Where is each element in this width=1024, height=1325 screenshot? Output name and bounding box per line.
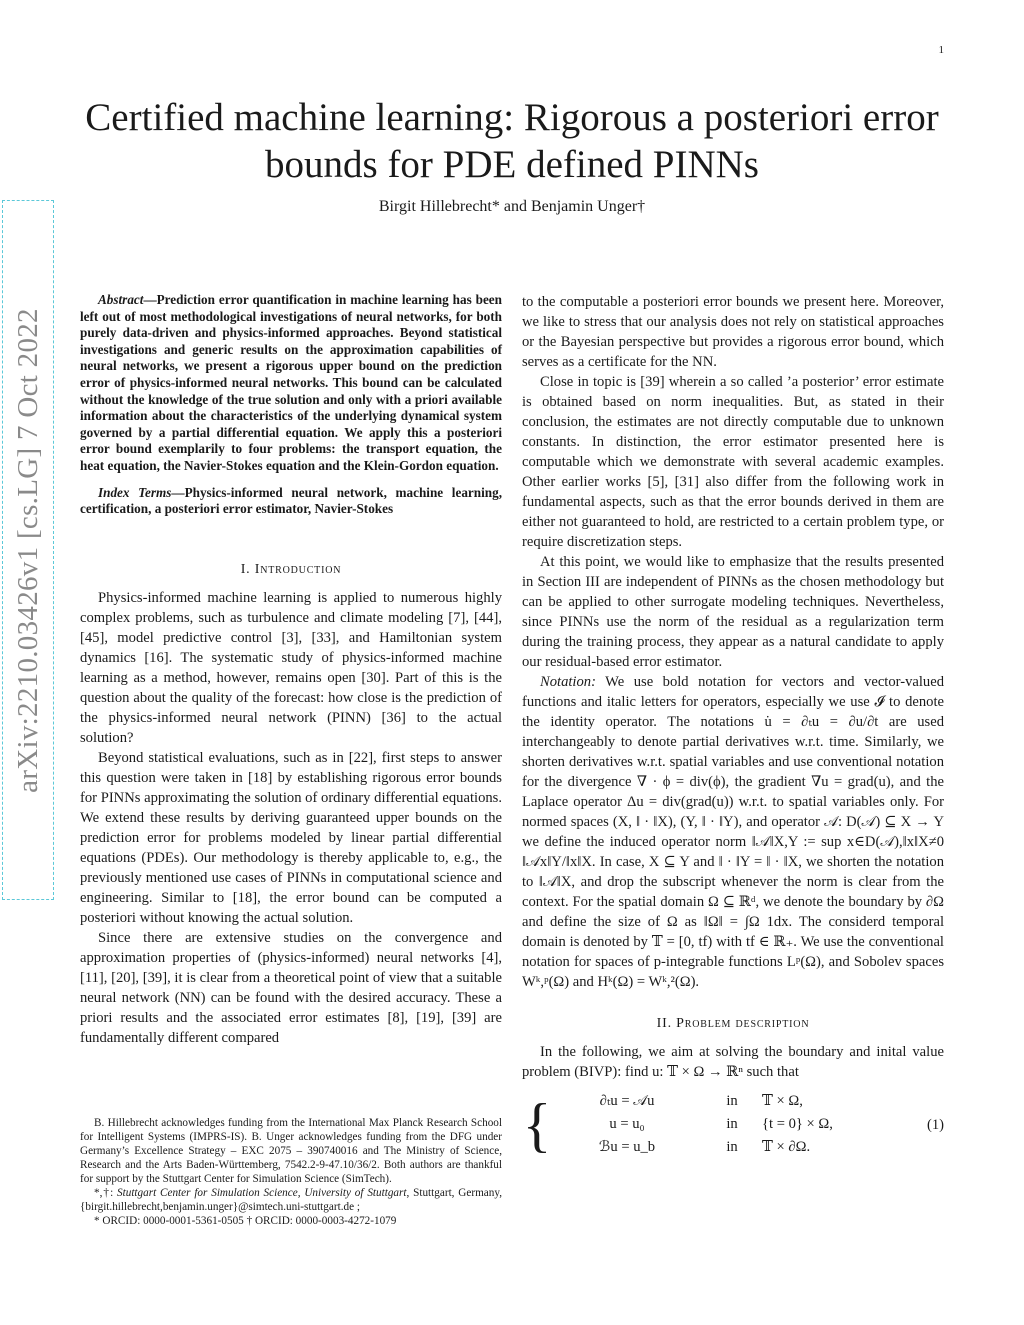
abstract-label: Abstract xyxy=(98,292,144,307)
equation-lhs: ∂ₜu = 𝒜u xyxy=(599,1093,655,1109)
equation-rhs: 𝕋 × ∂Ω. xyxy=(762,1139,811,1155)
paper-title: Certified machine learning: Rigorous a posteriori error bounds for PDE defined PINNs xyxy=(85,96,939,186)
section-heading-introduction: I. Introduction xyxy=(240,561,342,577)
equation-rows xyxy=(552,1090,914,1159)
right-column xyxy=(522,292,944,1159)
right-paragraph-1: to the computable a posteriori error bounds we present here. Moreover, we like to stress that our analysis does not rely on statistical approaches or the Bayesian perspective but provides a rigorous error bound, which serves as a certificate for the NN. xyxy=(522,294,944,370)
equation-rel: in xyxy=(726,1093,738,1109)
page-number: 1 xyxy=(938,44,944,56)
paper-authors: Birgit Hillebrecht* and Benjamin Unger† xyxy=(378,198,646,215)
arxiv-stamp xyxy=(2,200,54,900)
equation-rhs: 𝕋 × Ω, xyxy=(762,1093,803,1109)
equation-rel: in xyxy=(726,1116,738,1132)
intro-paragraph-1: Physics-informed machine learning is applied to numerous highly complex problems, such as turbulence and climate modeling [7], [44], [45], model predictive control [3], [33], and Hamiltonian system dynamics [16]. The systematic study of physics-informed machine learning as a method, however, remains open [30]. Part of this is the question about the quality of the forecast: how close is the prediction of the physics-informed neural network (PINN) [36] to the actual solution? xyxy=(80,589,502,746)
section-heading-problem-description: II. Problem description xyxy=(656,1016,810,1031)
abstract-text: —Prediction error quantification in machine learning has been left out of most methodological investigations of neural networks, for both purely data-driven and physics-informed approaches. Beyond statistical investigations and generic results on the approximation capabilities of neural networks, we present a rigorous upper bound on the prediction error of physics-informed neural networks. This bound can be calculated without the knowledge of the true solution and only with a priori available information about the characteristics of the underlying dynamical system governed by a partial differential equation. We apply this a posteriori error bound exemplarily to four problems: the transport equation, the heat equation, the Navier-Stokes equation and the Klein-Gordon equation. xyxy=(80,292,502,473)
equation-number: (1) xyxy=(926,1116,944,1133)
footnotes xyxy=(80,1116,502,1228)
footnote-affiliation xyxy=(80,1186,502,1214)
abstract xyxy=(80,292,502,475)
notation-label: Notation: xyxy=(540,674,596,690)
equation-row xyxy=(552,1113,914,1136)
footnote-funding: B. Hillebrecht acknowledges funding from the International Max Planck Research School for Intelligent Systems (IMPRS-IS). B. Unger acknowledges funding from the DFG under Germany’s Excellence Strategy – EXC 2075 – 390740016 and The Ministry of Science, Research and the Arts Baden-Württemberg, 7542.2-9-47.10/36/2. Both authors are thankful for support by the Stuttgart Center for Simulation Science (SimTech). xyxy=(80,1117,502,1185)
equation-lhs: ℬu = u_b xyxy=(598,1139,656,1155)
index-terms-text: —Physics-informed neural network, machine learning, certification, a posteriori error estimator, Navier-Stokes xyxy=(80,484,502,517)
equation-rel: in xyxy=(726,1139,738,1155)
notation-text: We use bold notation for vectors and vector-valued functions and italic letters for operators, especially we use 𝓘 to denote the identity operator. The notations u̇ = ∂ₜu = ∂u/∂t are used interchangeably to denote partial derivatives w.r.t. time. Similarly, we shorten derivatives w.r.t. spatial variables and use conventional notation for the divergence ∇ · ϕ = div(ϕ), the gradient ∇u = grad(u), and the Laplace operator Δu = div(grad(u)) w.r.t. to spatial variables only. For normed spaces (X, ‖ · ‖X), (Y, ‖ · ‖Y), and operator 𝒜: D(𝒜) ⊆ X → Y we define the induced operator norm ‖𝒜‖X,Y := sup x∈D(𝒜),‖x‖X≠0 ‖𝒜x‖Y/‖x‖X. In case, X ⊆ Y and ‖ · ‖Y = ‖ · ‖X, we shorten the notation to ‖𝒜‖X, and drop the subscript whenever the norm is clear from the context. For the spatial domain Ω ⊆ ℝᵈ, we denote the boundary by ∂Ω and define the size of Ω as ‖Ω‖ = ∫Ω 1dx. The considerd temporal domain is denoted by 𝕋 = [0, tf) with tf ∈ ℝ₊. We use the conventional notation for spaces of p-integrable functions Lᵖ(Ω), and Sobolev spaces Wᵏ,ᵖ(Ω) and Hᵏ(Ω) = Wᵏ,²(Ω). xyxy=(522,674,944,990)
right-paragraph-3: At this point, we would like to emphasize that the results presented in Section III are independent of PINNs as the chosen methodology but can be applied to other surrogate modeling techniques. Nevertheless, since PINNs use the norm of the residual as a regularization term during the training process, they appear as a natural candidate to apply our residual-based error estimator. xyxy=(522,554,944,670)
footnote-orcid: * ORCID: 0000-0001-5361-0505 † ORCID: 0000-0003-4272-1079 xyxy=(94,1215,397,1227)
intro-paragraph-3: Since there are extensive studies on the convergence and approximation properties of (physics-informed) neural networks [4], [11], [20], [39], it is clear from a theoretical point of view that a suitable neural network (NN) can be found with the desired accuracy. These a priori results and the associated error estimates [8], [19], [39] are fundamentally different compared xyxy=(80,929,502,1046)
equation-lhs: u = u₀ xyxy=(609,1116,645,1132)
footnote-affiliation-name: Stuttgart Center for Simulation Science, University of Stuttgart xyxy=(117,1187,407,1199)
index-terms-label: Index Terms xyxy=(98,484,172,500)
left-column xyxy=(80,292,502,1048)
equation-brace: { xyxy=(522,1091,552,1158)
arxiv-stamp-text: arXiv:2210.03426v1 [cs.LG] 7 Oct 2022 xyxy=(11,307,44,793)
index-terms xyxy=(80,485,502,518)
footnote-affiliation-mark: *,†: xyxy=(94,1187,114,1199)
footnote-affiliation-rest: , Stuttgart, Germany, {birgit.hillebrecht,benjamin.unger}@simtech.uni-stuttgart.de ; xyxy=(80,1187,503,1213)
equation-1 xyxy=(522,1090,944,1159)
equation-row xyxy=(552,1090,914,1113)
equation-rhs: {t = 0} × Ω, xyxy=(762,1116,833,1132)
notation-paragraph xyxy=(522,672,944,992)
intro-paragraph-2: Beyond statistical evaluations, such as in [22], first steps to answer this question were taken in [18] by establishing rigorous error bounds for PINNs approximating the solution of ordinary differential equations. We extend these results by deriving guaranteed upper bounds on the prediction error for problems modeled by linear partial differential equations (PDEs). Our methodology is thereby applicable to, e.g., the previously mentioned use cases of PINNs in computational science and engineering. Similar to [18], the error bound can be computed a posteriori without knowing the actual solution. xyxy=(80,749,502,926)
right-paragraph-2: Close in topic is [39] wherein a so called ’a posterior’ error estimate is obtained based on norm inequalities. But, as stated in their conclusion, the estimates are not directly computable due to unknown constants. In distinction, the error estimator presented here is computable which we demonstrate with several academic examples. Other earlier works [5], [31] also differ from the following work in fundamental aspects, such as that the error bounds derived in them are either not guaranteed to hold, are restricted to a certain problem type, or require discretization steps. xyxy=(522,374,944,550)
problem-paragraph: In the following, we aim at solving the boundary and inital value problem (BIVP): find u: 𝕋 × Ω → ℝⁿ such that xyxy=(522,1044,944,1080)
equation-row xyxy=(552,1136,914,1159)
